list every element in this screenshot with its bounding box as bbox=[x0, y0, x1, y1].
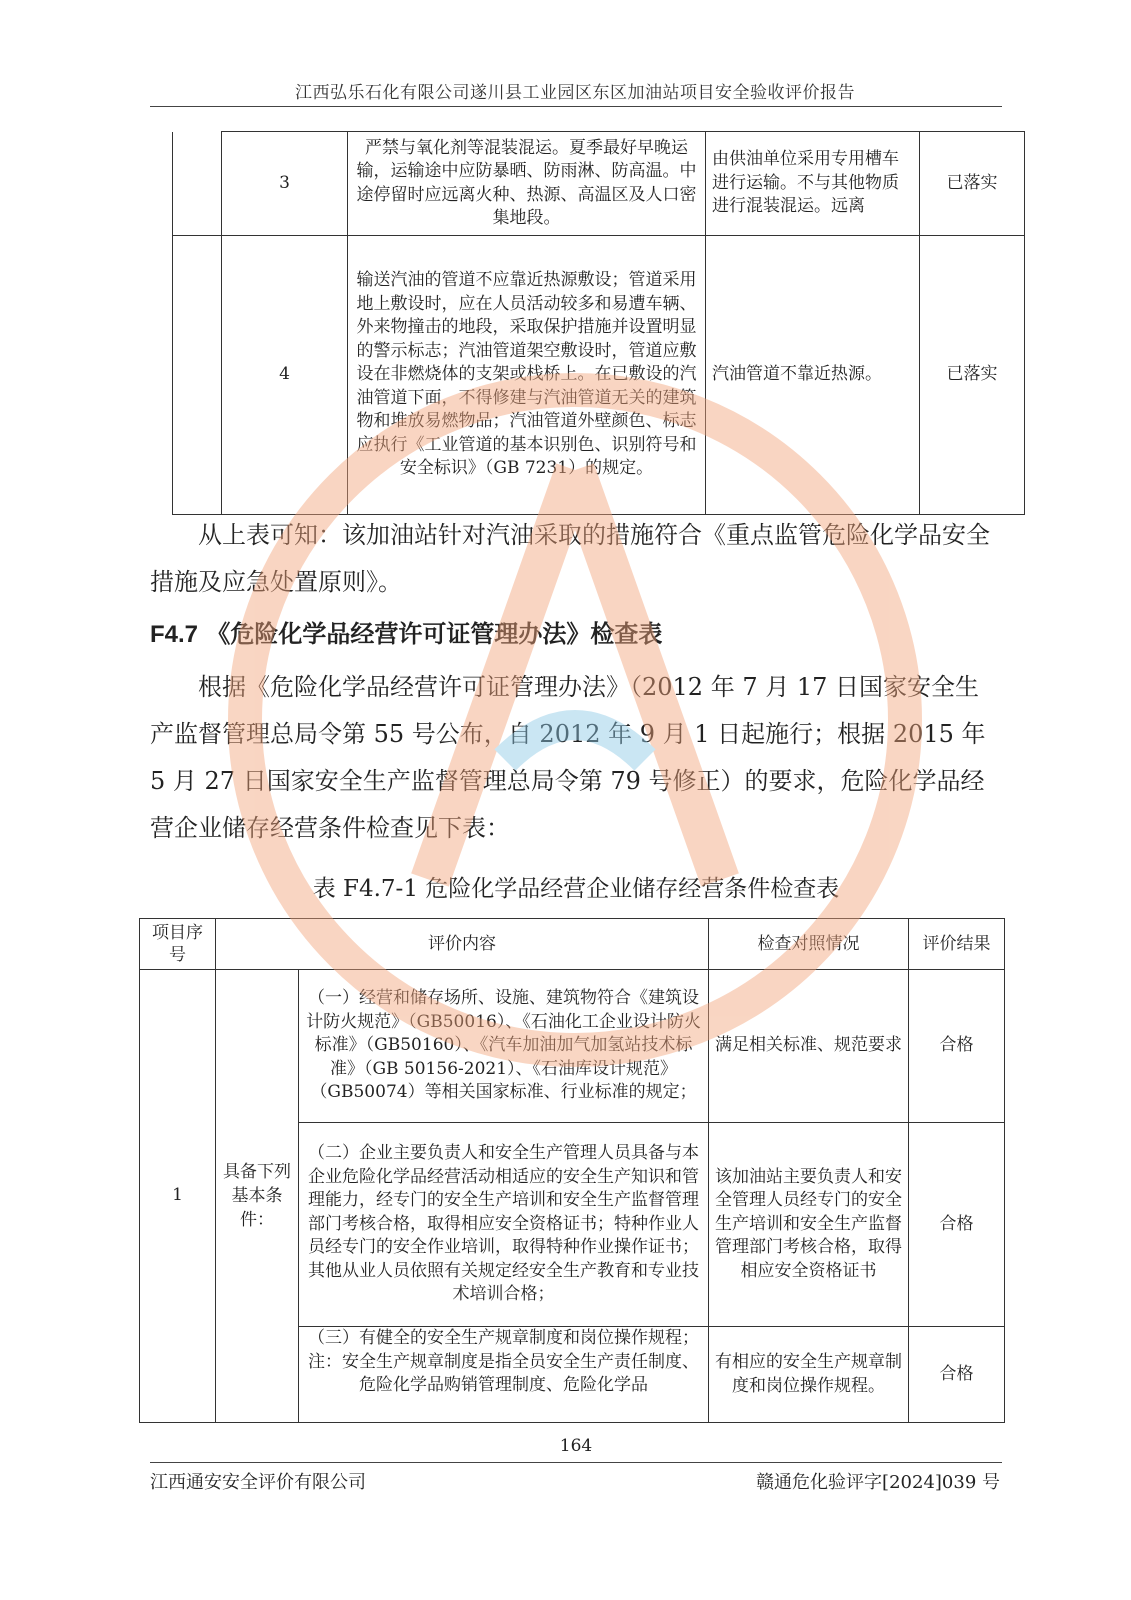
section-heading bbox=[150, 614, 662, 649]
evaluation-content: （一）经营和储存场所、设施、建筑物符合《建筑设计防火规范》（GB50016）、《石油化工企业设计防火标准》（GB50160）、《汽车加油加气加氢站技术标准》（GB 50156-2021）、《石油库设计规范》（GB50074）等相关国家标准、行业标准的规定； bbox=[299, 970, 709, 1123]
page-number: 164 bbox=[559, 1436, 593, 1456]
safety-measures-table bbox=[172, 131, 1025, 515]
header-item-number: 项目序号 bbox=[140, 919, 216, 970]
section-title-text: 《危险化学品经营许可证管理办法》检查表 bbox=[206, 620, 663, 648]
evaluation-result: 合格 bbox=[909, 1123, 1005, 1327]
table-cell-blank bbox=[173, 132, 222, 236]
row-number: 4 bbox=[222, 236, 348, 515]
implementation-status: 汽油管道不靠近热源。 bbox=[706, 236, 920, 515]
evaluation-result: 合格 bbox=[909, 970, 1005, 1123]
item-number: 1 bbox=[140, 970, 216, 1423]
implementation-status: 由供油单位采用专用槽车进行运输。不与其他物质进行混装混运。远离 bbox=[706, 132, 920, 236]
conclusion-paragraph: 从上表可知：该加油站针对汽油采取的措施符合《重点监管危险化学品安全措施及应急处置原则》。 bbox=[150, 521, 990, 596]
section-number: F4.7 bbox=[150, 621, 199, 648]
check-status: 满足相关标准、规范要求 bbox=[709, 970, 909, 1123]
table-row bbox=[140, 970, 1005, 1123]
row-number: 3 bbox=[222, 132, 348, 236]
table-row bbox=[173, 236, 1025, 515]
requirement-text: 严禁与氧化剂等混装混运。夏季最好早晚运输，运输途中应防暴晒、防雨淋、防高温。中途停留时应远离火种、热源、高温区及人口密集地段。 bbox=[348, 132, 706, 236]
footer-report-number: 赣通危化验评字[2024]039 号 bbox=[756, 1472, 1000, 1493]
footer-rule bbox=[150, 1462, 1002, 1463]
header-rule bbox=[150, 106, 1002, 107]
evaluation-content: （二）企业主要负责人和安全生产管理人员具备与本企业危险化学品经营活动相适应的安全生产知识和管理能力，经专门的安全生产培训和安全生产监督管理部门考核合格，取得相应安全资格证书；特种作业人员经专门的安全作业培训，取得特种作业操作证书；其他从业人员依照有关规定经安全生产教育和专业技术培训合格； bbox=[299, 1123, 709, 1327]
check-status: 有相应的安全生产规章制度和岗位操作规程。 bbox=[709, 1327, 909, 1423]
intro-paragraph: 根据《危险化学品经营许可证管理办法》（2012 年 7 月 17 日国家安全生产监督管理总局令第 55 号公布，自 2012 年 9 月 1 日起施行；根据 2015 年 5 月 27 日国家安全生产监督管理总局令第 79 号修正）的要求，危险化学品经营企业储存经营条件检查见下表： bbox=[150, 673, 986, 842]
result-cell: 已落实 bbox=[920, 132, 1025, 236]
footer-company: 江西通安安全评价有限公司 bbox=[150, 1472, 366, 1493]
header-evaluation-content: 评价内容 bbox=[216, 919, 709, 970]
page-header-title: 江西弘乐石化有限公司遂川县工业园区东区加油站项目安全验收评价报告 bbox=[295, 83, 855, 103]
table-caption: 表 F4.7-1 危险化学品经营企业储存经营条件检查表 bbox=[312, 876, 840, 902]
check-status: 该加油站主要负责人和安全管理人员经专门的安全生产培训和安全生产监督管理部门考核合格，取得相应安全资格证书 bbox=[709, 1123, 909, 1327]
requirement-text: 输送汽油的管道不应靠近热源敷设；管道采用地上敷设时，应在人员活动较多和易遭车辆、外来物撞击的地段，采取保护措施并设置明显的警示标志；汽油管道架空敷设时，管道应敷设在非燃烧体的支架或栈桥上。在已敷设的汽油管道下面，不得修建与汽油管道无关的建筑物和堆放易燃物品；汽油管道外壁颜色、标志应执行《工业管道的基本识别色、识别符号和安全标识》（GB 7231）的规定。 bbox=[348, 236, 706, 515]
basic-conditions-label: 具备下列基本条件： bbox=[216, 970, 299, 1423]
storage-conditions-check-table bbox=[139, 918, 1005, 1423]
result-cell: 已落实 bbox=[920, 236, 1025, 515]
table-cell-blank bbox=[173, 236, 222, 515]
evaluation-content: （三）有健全的安全生产规章制度和岗位操作规程；注：安全生产规章制度是指全员安全生产责任制度、危险化学品购销管理制度、危险化学品 bbox=[299, 1327, 709, 1423]
header-check-status: 检查对照情况 bbox=[709, 919, 909, 970]
evaluation-result: 合格 bbox=[909, 1327, 1005, 1423]
table-header-row bbox=[140, 919, 1005, 970]
table-row bbox=[173, 132, 1025, 236]
header-evaluation-result: 评价结果 bbox=[909, 919, 1005, 970]
